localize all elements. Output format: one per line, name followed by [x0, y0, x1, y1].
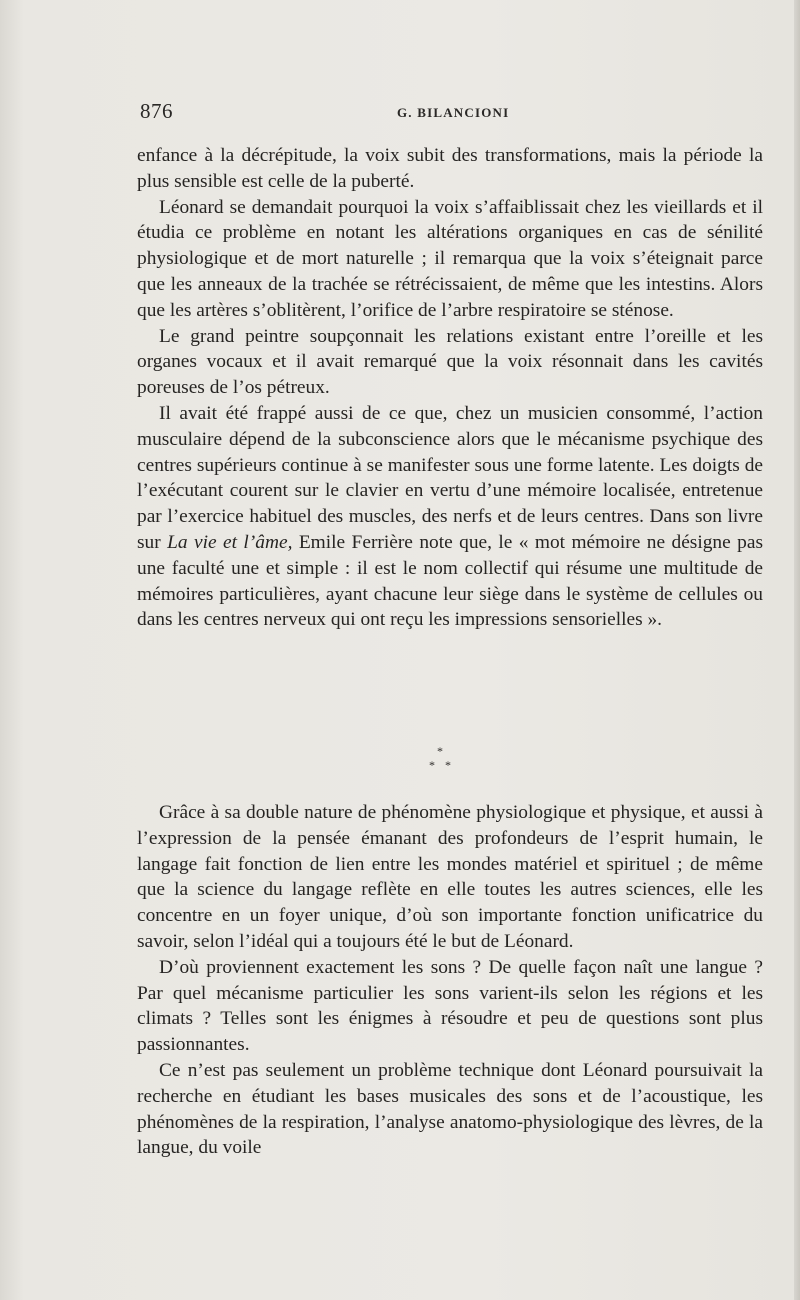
asterism-star: *: [437, 744, 443, 758]
page-number: 876: [140, 99, 173, 123]
section-separator-asterism: [410, 744, 470, 778]
paragraph: D’où proviennent exactement les sons ? De quelle façon naît une langue ? Par quel mécanisme particulier les sons varient-ils selon les régions et les climats ? Telles sont les énigmes à résoudre et peu de questions sont plus passionnantes.: [137, 956, 763, 1056]
paragraph-continued: enfance à la décrépitude, la voix subit des transformations, mais la période la plus sensible est celle de la puberté.: [137, 145, 763, 192]
text-section-1: [137, 143, 763, 633]
paragraph: Ce n’est pas seulement un problème technique dont Léonard poursuivait la recherche en étudiant les bases musicales des sons et de l’acoustique, les phénomènes de la respiration, l’analyse anatomo-physiologique des lèvres, de la langue, du voile: [137, 1059, 763, 1159]
book-title: La vie et l’âme,: [167, 531, 293, 553]
paragraph-text: Emile Ferrière note que, le « mot mémoire ne désigne pas une faculté une et simple : il est le nom collectif qui résume une multitude de mémoires particulières, ayant chacune leur siège dans le système de cellules ou dans les centres nerveux qui ont reçu les impressions sensorielles ».: [137, 531, 763, 631]
asterism-star: *: [429, 758, 435, 772]
paragraph: Grâce à sa double nature de phénomène physiologique et physique, et aussi à l’expression de la pensée émanant des profondeurs de l’esprit humain, le langage fait fonction de lien entre les mondes matériel et spirituel ; de même que la science du langage reflète en elle toutes les autres sciences, elle les concentre en un foyer unique, d’où son importante fonction unificatrice du savoir, selon l’idéal qui a toujours été le but de Léonard.: [137, 802, 763, 952]
page-header: [140, 99, 760, 127]
paragraph: Le grand peintre soupçonnait les relations existant entre l’oreille et les organes vocaux et il avait remarqué que la voix résonnait dans les cavités poreuses de l’os pétreux.: [137, 325, 763, 399]
running-head: G. BILANCIONI: [397, 105, 510, 120]
paragraph-text: Il avait été frappé aussi de ce que, chez un musicien consommé, l’action musculaire dépend de la subconscience alors que le mécanisme psychique des centres supérieurs continue à se manifester sous une forme latente. Les doigts de l’exécutant courent sur le clavier en vertu d’une mémoire localisée, entretenue par l’exercice habituel des muscles, des nerfs et de leurs centres. Dans son livre sur: [137, 402, 763, 553]
paragraph: Léonard se demandait pourquoi la voix s’affaiblissait chez les vieillards et il étudia ce problème en notant les altérations organiques en cas de sénilité physiologique et de mort naturelle ; il remarqua que la voix s’éteignait parce que les anneaux de la trachée se rétrécissaient, de même que les intestins. Alors que les artères s’oblitèrent, l’orifice de l’arbre respiratoire se sténose.: [137, 196, 763, 321]
paragraph: [137, 401, 763, 633]
page-edge-shadow: [794, 0, 800, 1300]
text-section-2: [137, 800, 763, 1161]
asterism-star: *: [445, 758, 451, 772]
